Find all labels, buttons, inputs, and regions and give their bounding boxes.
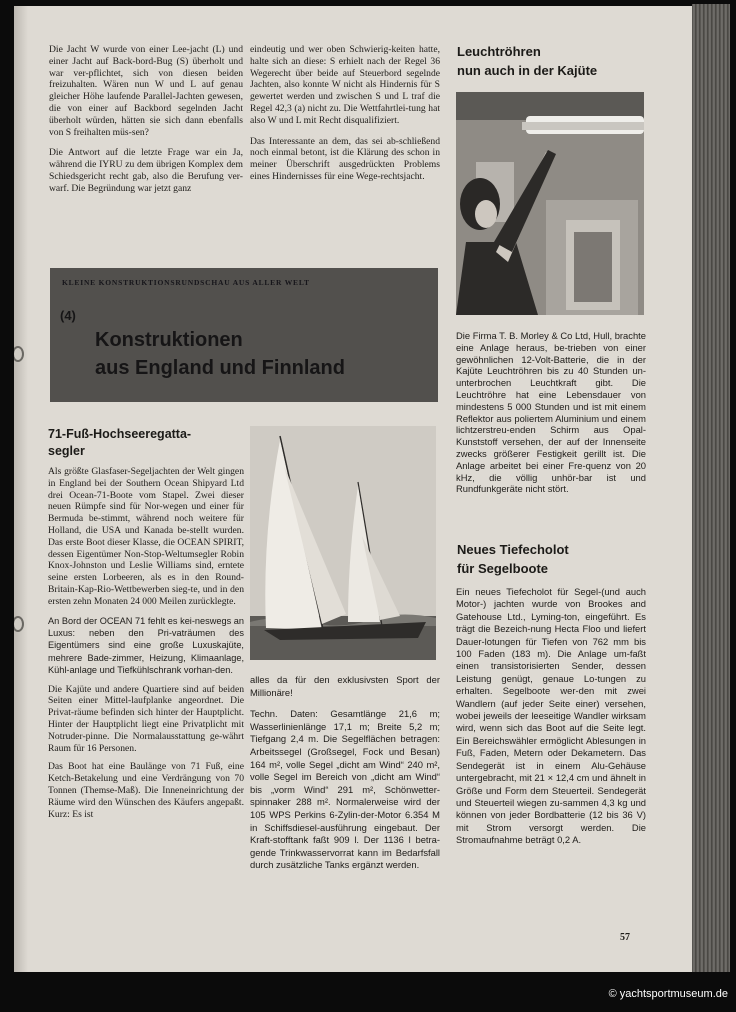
page-number: 57 <box>620 932 630 943</box>
column-2-bottom <box>250 674 440 881</box>
column-3-leuchtroehren-text <box>456 330 646 504</box>
heading-line: Leuchtröhren <box>457 44 541 59</box>
column-1-bottom <box>48 466 244 827</box>
paragraph: Die Jacht W wurde von einer Lee-jacht (L) und einer Jacht auf Back-bord-Bug (S) überholt und war ver-pflichtet, sich von diesen beiden freizuhalten. Wären nun W und L auf genau gleicher Höhe laufende Parallel-Jachten gewesen, die von einer auf Backbord segelnden Jacht überholt würden, hätten sie sich dann ebenfalls von S freihalten müs-sen? <box>49 44 243 138</box>
paragraph: Die Firma T. B. Morley & Co Ltd, Hull, brachte eine Anlage heraus, be-trieben von einer gewöhnlichen 12-Volt-Batterie, die in der Kajüte Leuchtröhren bis zu 40 Stunden un-unterbrochen Leuchtkraft gibt. Die Leuchtröhre hat eine Lebensdauer von mindestens 5 000 Stunden und ist mit einem Reflektor aus poliertem Aluminium und einem lichtzerstreu-enden Schirm aus Opal-Kunststoff versehen, der auf der Innenseite zwecks größerer Festigkeit gerillt ist. Die Anlage arbeitet bei einer Fre-quenz von 20 kHz, die völlig unhör-bar ist und Rundfunkgeräte nicht stört. <box>456 330 646 495</box>
series-banner <box>50 268 438 402</box>
title-line: Konstruktionen <box>95 329 243 351</box>
column-1-top <box>49 44 243 204</box>
heading-line: segler <box>48 444 85 458</box>
column-2-top <box>250 44 440 192</box>
paragraph: Techn. Daten: Gesamtlänge 21,6 m; Wasserlinienlänge 17,1 m; Breite 5,2 m; Tiefgang 2,4 m. Die Segelflächen betragen: Arbeitssegel (Großsegel, Fock und Besan) 164 m², volle Segel „dicht am Wind“ 240 m², volle Segel im Bereich von „dicht am Wind“ bis „vorm Wind“ 291 m², Schönwetter-spinnaker 288 m². Normalerweise wird der 105 WPS Perkins 6-Zylin-der-Motor 6.354 M in Schiffsdiesel-ausführung eingebaut. Der Kraft-stofftank faßt 909 l. Der 1136 l betra-gende Trinkwasservorrat kann im Bedarfsfall durch zusätzliche Tanks ergänzt werden. <box>250 708 440 871</box>
banner-kicker: KLEINE KONSTRUKTIONSRUNDSCHAU AUS ALLER WELT <box>62 278 310 287</box>
book-page-edge <box>692 4 730 972</box>
heading-line: 71-Fuß-Hochseeregatta- <box>48 427 192 441</box>
section-heading-leuchtroehren <box>457 42 597 80</box>
magazine-page <box>14 6 692 972</box>
title-line: aus England und Finnland <box>95 357 345 379</box>
paragraph: An Bord der OCEAN 71 fehlt es kei-neswegs an Luxus: neben den Pri-vaträumen des Eigentümers sind eine große Luxuskajüte, mehrere Bade-zimmer, Heizung, Klimaanlage, Kühl-anlage und Tiefkühlschrank vorhan-den. <box>48 615 244 676</box>
paragraph: Die Kajüte und andere Quartiere sind auf beiden Seiten einer Mittel-laufplanke angeordnet. Die Privat-räume befinden sich hinter der Hauptplicht. Hinter der Hauptplicht liegt eine Privatplicht mit Notruder-pinne. Die Normalausstattung ge-währt Raum für 16 Personen. <box>48 683 244 754</box>
paragraph: Als größte Glasfaser-Segeljachten der Welt gingen in England bei der Southern Ocean Shipyard Ltd drei Ocean-71-Boote vom Stapel. Zwei dieser neuen Rümpfe sind für Nor-wegen und einer für Bermuda be-stimmt, während noch weitere für Holland, die USA und Kanada be-stellt wurden. Das erste Boot dieser Klasse, die OCEAN SPIRIT, dessen Eigentümer Non-Stop-Weltumsegler Robin Knox-Johnston und Leslie Williams sind, erntete seine ersten Lorbeeren, als es in den Round-Britain-Kap-Rio-Wettbewerben sieg-te, und in den ersten zehn Monaten 24 000 Meilen zurücklegte. <box>48 466 244 607</box>
section-heading-tiefecholot <box>457 540 569 578</box>
heading-line: nun auch in der Kajüte <box>457 63 598 78</box>
photo-illustration <box>456 92 644 315</box>
column-3-tiefecholot-text <box>456 586 646 856</box>
paragraph: Ein neues Tiefecholot für Segel-(und auch Motor-) jachten wurde von Brookes and Gatehouse Ltd., Lyming-ton, eingeführt. Es trägt die Bezeich-nung Hecta Floo und liefert Dauer-lotungen für Tiefen von 762 mm bis 100 Faden (183 m). Die Anlage um-faßt einen transistorisierten Sender, dessen Leistung genügt, genaue Lo-tungen zu erhalten. Segelboote wer-den mit zwei Wandlern (auf jeder Seite einer) versehen, wobei jeweils der leeseitige Wandler wirksam wird, wenn sich das Boot auf die Seite legt. Ein Bereichswähler ermöglicht Ablesungen in Fuß, Faden, Metern oder Dekametern. Das Sendegerät ist in einem Alu-Gehäuse untergebracht, mit 21 × 12,4 cm und ähnelt in Größe und Form dem Steuerteil. Sendegerät und Steuerteil wiegen zu-sammen 4,3 kg und können von jeder Bordbatterie (12 bis 36 V) mit Strom versorgt werden. Die Stromaufnahme beträgt 0,2 A. <box>456 586 646 846</box>
paragraph: Das Interessante an dem, das sei ab-schließend noch einmal betont, ist die Klärung des schon in meiner Überschrift ausgedrückten Problems eines Hindernisses für eine Wege-rechtsjacht. <box>250 135 440 182</box>
paragraph: eindeutig und wer oben Schwierig-keiten hatte, halte sich an diese: S erhielt nach der Regel 36 Wegerecht über beide auf Steuerbord segelnde Jachten, also konnte W nicht als Hindernis für S gewertet werden und zwischen S und L traf die Regel 42,3 (a) nicht zu. Die Wettfahrtlei-tung hat also W und L mit Recht disqualifiziert. <box>250 44 440 126</box>
photo-ocean-71-ketch <box>250 426 436 660</box>
section-heading-71-fuss <box>48 426 191 460</box>
banner-number: (4) <box>60 308 76 323</box>
paragraph: alles da für den exklusivsten Sport der Millionäre! <box>250 674 440 698</box>
heading-line: für Segelboote <box>457 561 549 576</box>
heading-line: Neues Tiefecholot <box>457 542 569 557</box>
watermark-credit: © yachtsportmuseum.de <box>608 988 728 1000</box>
paragraph: Die Antwort auf die letzte Frage war ein Ja, während die IYRU zu dem übrigen Komplex dem Schiedsgericht recht gab, also die Berufung ver-warf. Die Begründung war jetzt ganz <box>49 147 243 194</box>
photo-woman-fluorescent-lamp <box>456 92 644 315</box>
paragraph: Das Boot hat eine Baulänge von 71 Fuß, eine Ketch-Betakelung und eine Verdrängung von 70 Tonnen (Themse-Maß). Die Inneneinrichtung der Räume wird den Wünschen des Käufers angepaßt. Kurz: Es ist <box>48 761 244 820</box>
photo-illustration <box>250 426 436 660</box>
banner-title <box>95 326 345 382</box>
page-gutter <box>14 6 28 972</box>
